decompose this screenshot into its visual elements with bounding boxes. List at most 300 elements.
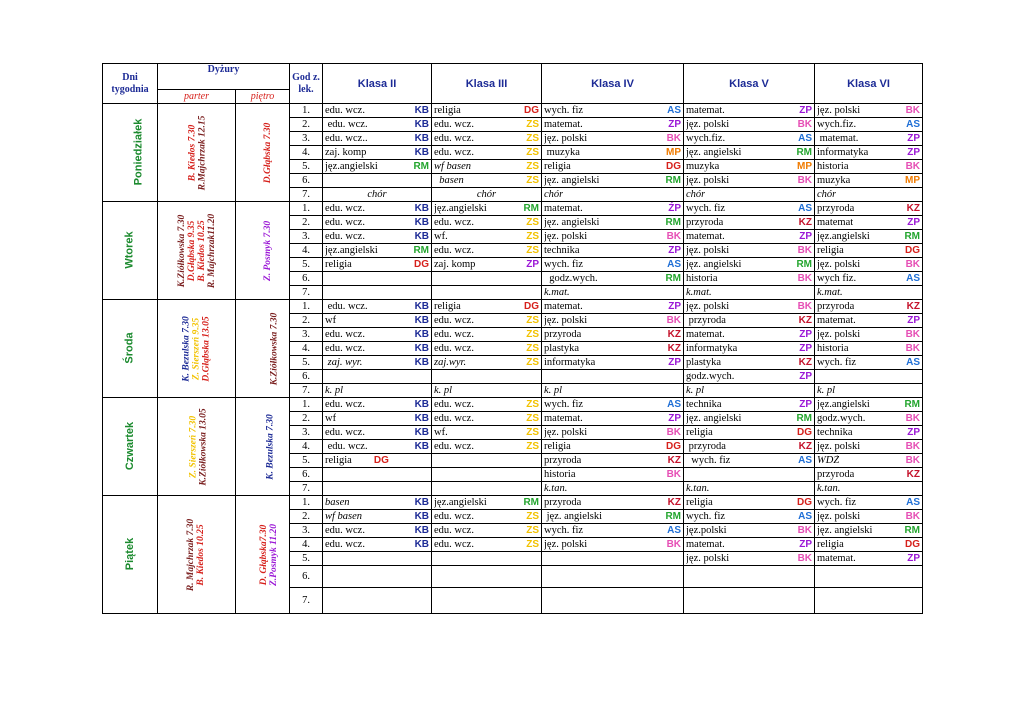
lesson-cell (815, 146, 923, 160)
subject-name: wf basen (325, 510, 363, 522)
class-header: Klasa V (684, 64, 815, 104)
subject-name: edu. wcz. (434, 440, 474, 452)
teacher-code: ZP (668, 244, 682, 256)
teacher-code: DG (524, 104, 540, 116)
teacher-code: KB (414, 132, 430, 144)
lesson-cell (684, 286, 815, 300)
lesson-cell (323, 118, 432, 132)
subject-name: wych. fiz (544, 258, 584, 270)
lesson-cell (432, 146, 542, 160)
teacher-code: AS (798, 132, 813, 144)
lesson-number: 6. (290, 370, 323, 384)
subject-name: jęz. polski (817, 328, 861, 340)
teacher-code: BK (797, 524, 813, 536)
teacher-code: ZP (799, 104, 813, 116)
teacher-code: ŹP (668, 202, 682, 214)
lesson-cell (432, 258, 542, 272)
subject-name: technika (817, 426, 853, 438)
teacher-code: RM (796, 412, 813, 424)
lesson-cell (684, 146, 815, 160)
duty-person: K. Bezulska 7.30 (181, 316, 192, 382)
teacher-code: RM (796, 146, 813, 158)
teacher-code: KB (414, 216, 430, 228)
subject-name: jęz. polski (544, 538, 588, 550)
parter-duty (158, 496, 236, 614)
subject-name: jęz. angielski (817, 524, 873, 536)
subject-name: muzyka (686, 160, 720, 172)
lesson-cell (542, 160, 684, 174)
teacher-code: ZP (799, 342, 813, 354)
teacher-code: BK (905, 258, 921, 270)
lesson-cell (323, 384, 432, 398)
subject-name: matemat. (544, 118, 583, 130)
teacher-code: KB (414, 524, 430, 536)
day-name: Wtorek (103, 202, 158, 300)
lesson-cell (323, 300, 432, 314)
subject-name: religia (544, 440, 571, 452)
lesson-cell (815, 524, 923, 538)
duty-person: B. Kiedos 10.25 (196, 524, 207, 586)
lesson-cell (323, 454, 432, 468)
teacher-code: KZ (906, 300, 921, 312)
lesson-cell (432, 174, 542, 188)
teacher-code: KZ (667, 328, 682, 340)
class-header: Klasa II (323, 64, 432, 104)
lesson-cell (432, 216, 542, 230)
subject-name: przyroda (544, 328, 582, 340)
lesson-cell (815, 482, 923, 496)
lesson-cell (542, 174, 684, 188)
subject-name: religia (686, 496, 713, 508)
teacher-code: DG (373, 454, 389, 466)
teacher-code: RM (904, 398, 921, 410)
subject-name: wf basen (434, 160, 472, 172)
parter-header: parter (158, 90, 236, 104)
subject-name: informatyka (686, 342, 738, 354)
lesson-cell (815, 384, 923, 398)
lesson-cell (815, 300, 923, 314)
lesson-cell (432, 118, 542, 132)
lesson-cell (815, 118, 923, 132)
lesson-cell (432, 314, 542, 328)
lesson-cell (815, 188, 923, 202)
lesson-cell (432, 412, 542, 426)
duty-person: Z. Sierszeń 9.35 (191, 317, 202, 381)
lesson-cell (815, 552, 923, 566)
lesson-cell (542, 496, 684, 510)
teacher-code: DG (797, 426, 813, 438)
subject-name: jęz. polski (817, 510, 861, 522)
lesson-cell (684, 496, 815, 510)
subject-name: edu. wcz. (434, 216, 474, 228)
lesson-cell (684, 510, 815, 524)
teacher-code: DG (414, 258, 430, 270)
lesson-number: 5. (290, 552, 323, 566)
subject-name: zaj. komp (325, 146, 367, 158)
subject-name: muzyka (817, 174, 851, 186)
lesson-cell (432, 454, 542, 468)
subject-name: edu. wcz. (325, 440, 368, 452)
lesson-cell (684, 538, 815, 552)
teacher-code: BK (797, 118, 813, 130)
teacher-code: RM (665, 272, 682, 284)
duty-person: Z.Posmyk 11.20 (269, 523, 280, 587)
subject-name: przyroda (817, 468, 855, 480)
subject-name: zaj. wyr. (325, 356, 363, 368)
teacher-code: ZS (526, 524, 540, 536)
subject-name: wych. fiz (544, 524, 584, 536)
subject-name: zaj.wyr. (434, 356, 467, 368)
lesson-cell (542, 216, 684, 230)
lesson-number: 3. (290, 524, 323, 538)
teacher-code: BK (905, 412, 921, 424)
subject-name: wych.fiz. (686, 132, 726, 144)
lesson-cell (323, 552, 432, 566)
subject-name: przyroda (544, 454, 582, 466)
lesson-cell (542, 342, 684, 356)
subject-name: informatyka (544, 356, 596, 368)
lesson-cell (684, 314, 815, 328)
teacher-code: AS (798, 510, 813, 522)
subject-name: edu. wcz. (434, 412, 474, 424)
lesson-cell (542, 202, 684, 216)
subject-name: chór (686, 188, 706, 200)
subject-name: matemat. (544, 412, 583, 424)
teacher-code: RM (413, 244, 430, 256)
subject-name: jęz. polski (544, 314, 588, 326)
teacher-code: RM (523, 496, 540, 508)
teacher-code: BK (666, 468, 682, 480)
lesson-number: 2. (290, 118, 323, 132)
subject-name: wych fiz. (817, 272, 857, 284)
lesson-cell (323, 496, 432, 510)
lesson-cell (815, 244, 923, 258)
lesson-cell (432, 510, 542, 524)
teacher-code: DG (524, 300, 540, 312)
lesson-cell (323, 132, 432, 146)
teacher-code: KZ (906, 468, 921, 480)
subject-name: k.tan. (544, 482, 568, 494)
lesson-cell (684, 370, 815, 384)
lesson-row (103, 104, 923, 118)
lesson-cell (432, 272, 542, 286)
teacher-code: BK (797, 174, 813, 186)
subject-name: jęz. polski (544, 426, 588, 438)
lesson-cell (323, 482, 432, 496)
pietro-duty (236, 202, 290, 300)
lesson-number: 1. (290, 398, 323, 412)
lesson-number: 7. (290, 482, 323, 496)
lesson-cell (323, 202, 432, 216)
lesson-cell (815, 174, 923, 188)
lesson-cell (432, 132, 542, 146)
subject-name: matemat. (817, 132, 859, 144)
lesson-cell (542, 524, 684, 538)
lesson-cell (815, 370, 923, 384)
lesson-cell (684, 160, 815, 174)
lesson-cell (432, 104, 542, 118)
subject-name: edu. wcz. (325, 398, 365, 410)
lesson-cell (432, 202, 542, 216)
subject-name: chór (476, 188, 497, 200)
teacher-code: ZP (799, 328, 813, 340)
teacher-code: KZ (798, 440, 813, 452)
teacher-code: DG (666, 440, 682, 452)
subject-name: jęz.angielski (325, 160, 378, 172)
subject-name: matemat. (544, 202, 583, 214)
teacher-code: BK (905, 328, 921, 340)
subject-name: edu. wcz. (434, 538, 474, 550)
teacher-code: ZP (907, 146, 921, 158)
lesson-cell (684, 552, 815, 566)
subject-name: jęz. polski (686, 552, 730, 564)
teacher-code: KZ (798, 216, 813, 228)
teacher-code: ZS (526, 314, 540, 326)
teacher-code: ZS (526, 538, 540, 550)
subject-name: plastyka (686, 356, 722, 368)
lesson-number: 4. (290, 146, 323, 160)
day-name: Środa (103, 300, 158, 398)
subject-name: jęz.angielski (434, 496, 487, 508)
teacher-code: RM (665, 510, 682, 522)
lesson-cell (684, 482, 815, 496)
lesson-cell (815, 104, 923, 118)
lesson-cell (815, 258, 923, 272)
lesson-cell (815, 468, 923, 482)
lesson-cell (542, 482, 684, 496)
subject-name: jęz. polski (817, 258, 861, 270)
subject-name: jęz. polski (686, 118, 730, 130)
pietro-duty (236, 496, 290, 614)
teacher-code: KB (414, 440, 430, 452)
subject-name: basen (325, 496, 350, 508)
lesson-cell (323, 440, 432, 454)
lesson-cell (815, 510, 923, 524)
duty-person: Z. Posmyk 7.30 (263, 220, 274, 281)
subject-name: jęz.angielski (434, 202, 487, 214)
lesson-cell (542, 104, 684, 118)
subject-name: religia (325, 454, 352, 466)
duty-person: B. Kiedos 7.30 (187, 124, 198, 182)
lesson-cell (323, 588, 432, 614)
duty-person: D. Głąbska7.30 (259, 524, 270, 586)
lesson-number: 4. (290, 440, 323, 454)
subject-name: edu. wcz. (434, 328, 474, 340)
subject-name: k.tan. (686, 482, 710, 494)
lesson-cell (432, 524, 542, 538)
lesson-number: 1. (290, 496, 323, 510)
lesson-cell (815, 566, 923, 588)
lesson-cell (323, 524, 432, 538)
teacher-code: ZP (668, 412, 682, 424)
lesson-cell (542, 314, 684, 328)
teacher-code: RM (796, 258, 813, 270)
lesson-cell (542, 244, 684, 258)
subject-name: matemat. (686, 230, 725, 242)
subject-name: plastyka (544, 342, 580, 354)
lesson-cell (323, 510, 432, 524)
subject-name: muzyka (544, 146, 580, 158)
teacher-code: KB (414, 398, 430, 410)
teacher-code: BK (905, 454, 921, 466)
teacher-code: KB (414, 118, 430, 130)
lesson-cell (323, 566, 432, 588)
subject-name: k.tan. (817, 482, 841, 494)
teacher-code: ZP (799, 538, 813, 550)
subject-name: edu. wcz. (325, 524, 365, 536)
subject-name: matemat. (686, 538, 725, 550)
subject-name: jęz. polski (686, 174, 730, 186)
lesson-cell (432, 160, 542, 174)
teacher-code: BK (666, 538, 682, 550)
subject-name: k.mat. (544, 286, 570, 298)
subject-name: k. pl (544, 384, 563, 396)
teacher-code: KB (414, 426, 430, 438)
teacher-code: AS (667, 104, 682, 116)
subject-name: religia (325, 258, 352, 270)
lesson-cell (815, 426, 923, 440)
lesson-cell (432, 244, 542, 258)
subject-name: edu. wcz. (325, 118, 368, 130)
class-header: Klasa III (432, 64, 542, 104)
teacher-code: ZS (526, 244, 540, 256)
lesson-row (103, 300, 923, 314)
subject-name: edu. wcz. (434, 146, 474, 158)
lesson-cell (542, 538, 684, 552)
parter-duty (158, 300, 236, 398)
lesson-cell (684, 188, 815, 202)
teacher-code: BK (797, 552, 813, 564)
subject-name: jęz. angielski (544, 174, 600, 186)
teacher-code: BK (905, 104, 921, 116)
subject-name: chór (367, 188, 387, 200)
lesson-cell (684, 244, 815, 258)
subject-name: matemat. (817, 552, 856, 564)
teacher-code: BK (797, 272, 813, 284)
lesson-cell (542, 552, 684, 566)
lesson-cell (815, 588, 923, 614)
teacher-code: BK (666, 314, 682, 326)
subject-name: matemat. (544, 300, 583, 312)
subject-name: k. pl (325, 384, 344, 396)
subject-name: religia (817, 538, 844, 550)
lesson-cell (432, 468, 542, 482)
teacher-code: ZS (526, 230, 540, 242)
teacher-code: KB (414, 356, 430, 368)
lesson-number: 3. (290, 132, 323, 146)
teacher-code: KB (414, 328, 430, 340)
teacher-code: BK (797, 300, 813, 312)
day-name: Piątek (103, 496, 158, 614)
parter-duty (158, 104, 236, 202)
subject-name: edu. wcz. (434, 398, 474, 410)
lesson-number: 1. (290, 104, 323, 118)
subject-name: edu. wcz. (434, 244, 474, 256)
duty-person: D.Głąbska 9.35 (187, 220, 198, 282)
lesson-number: 6. (290, 566, 323, 588)
subject-name: k.mat. (817, 286, 843, 298)
subject-name: wf. (434, 230, 448, 242)
lesson-cell (323, 174, 432, 188)
lesson-cell (432, 300, 542, 314)
teacher-code: ZS (526, 510, 540, 522)
teacher-code: BK (905, 160, 921, 172)
teacher-code: MP (905, 174, 921, 186)
lesson-row (103, 398, 923, 412)
lesson-number: 5. (290, 258, 323, 272)
teacher-code: ZP (907, 552, 921, 564)
subject-name: matemat (817, 216, 854, 228)
duty-person: K.Ziółkowska 7.30 (177, 214, 188, 288)
lesson-cell (542, 230, 684, 244)
lesson-cell (542, 300, 684, 314)
subject-name: edu. wcz. (325, 230, 365, 242)
subject-name: jęz. polski (544, 230, 588, 242)
duty-person: R. Majchrzak11.20 (207, 213, 218, 289)
subject-name: religia (686, 426, 713, 438)
lesson-cell (432, 188, 542, 202)
subject-name: wf. (434, 426, 448, 438)
subject-name: matemat. (686, 328, 725, 340)
subject-name: godz.wych. (686, 370, 735, 382)
lesson-cell (323, 286, 432, 300)
lesson-cell (542, 398, 684, 412)
subject-name: jęz. polski (544, 132, 588, 144)
teacher-code: ZS (526, 398, 540, 410)
subject-name: technika (686, 398, 722, 410)
lesson-cell (815, 314, 923, 328)
subject-name: matemat. (817, 314, 856, 326)
teacher-code: AS (906, 496, 921, 508)
teacher-code: ZP (799, 370, 813, 382)
teacher-code: KB (414, 412, 430, 424)
lesson-cell (542, 412, 684, 426)
lesson-cell (684, 588, 815, 614)
lesson-cell (684, 342, 815, 356)
lesson-cell (542, 356, 684, 370)
lesson-cell (815, 538, 923, 552)
subject-name: edu. wcz. (434, 524, 474, 536)
lesson-cell (815, 216, 923, 230)
subject-name: wych. fiz (544, 398, 584, 410)
subject-name: jęz.polski (686, 524, 727, 536)
subject-name: zaj. komp (434, 258, 476, 270)
lesson-cell (323, 426, 432, 440)
lesson-cell (815, 202, 923, 216)
lesson-number: 2. (290, 314, 323, 328)
lesson-number: 7. (290, 384, 323, 398)
teacher-code: AS (667, 258, 682, 270)
teacher-code: ZS (526, 342, 540, 354)
lesson-cell (323, 342, 432, 356)
teacher-code: BK (905, 342, 921, 354)
teacher-code: RM (904, 524, 921, 536)
subject-name: edu. wcz. (325, 216, 365, 228)
teacher-code: KB (414, 314, 430, 326)
subject-name: godz.wych. (544, 272, 598, 284)
lesson-number: 5. (290, 356, 323, 370)
subject-name: wf (325, 412, 337, 424)
teacher-code: AS (906, 118, 921, 130)
teacher-code: ZS (526, 132, 540, 144)
lesson-number: 6. (290, 174, 323, 188)
lesson-number: 4. (290, 342, 323, 356)
duty-person: R. Majchrzak 7.30 (186, 518, 197, 592)
teacher-code: KB (414, 202, 430, 214)
lesson-number: 4. (290, 244, 323, 258)
duty-person: B. Kiedos 10.25 (197, 220, 208, 282)
subject-name: k. pl (434, 384, 453, 396)
